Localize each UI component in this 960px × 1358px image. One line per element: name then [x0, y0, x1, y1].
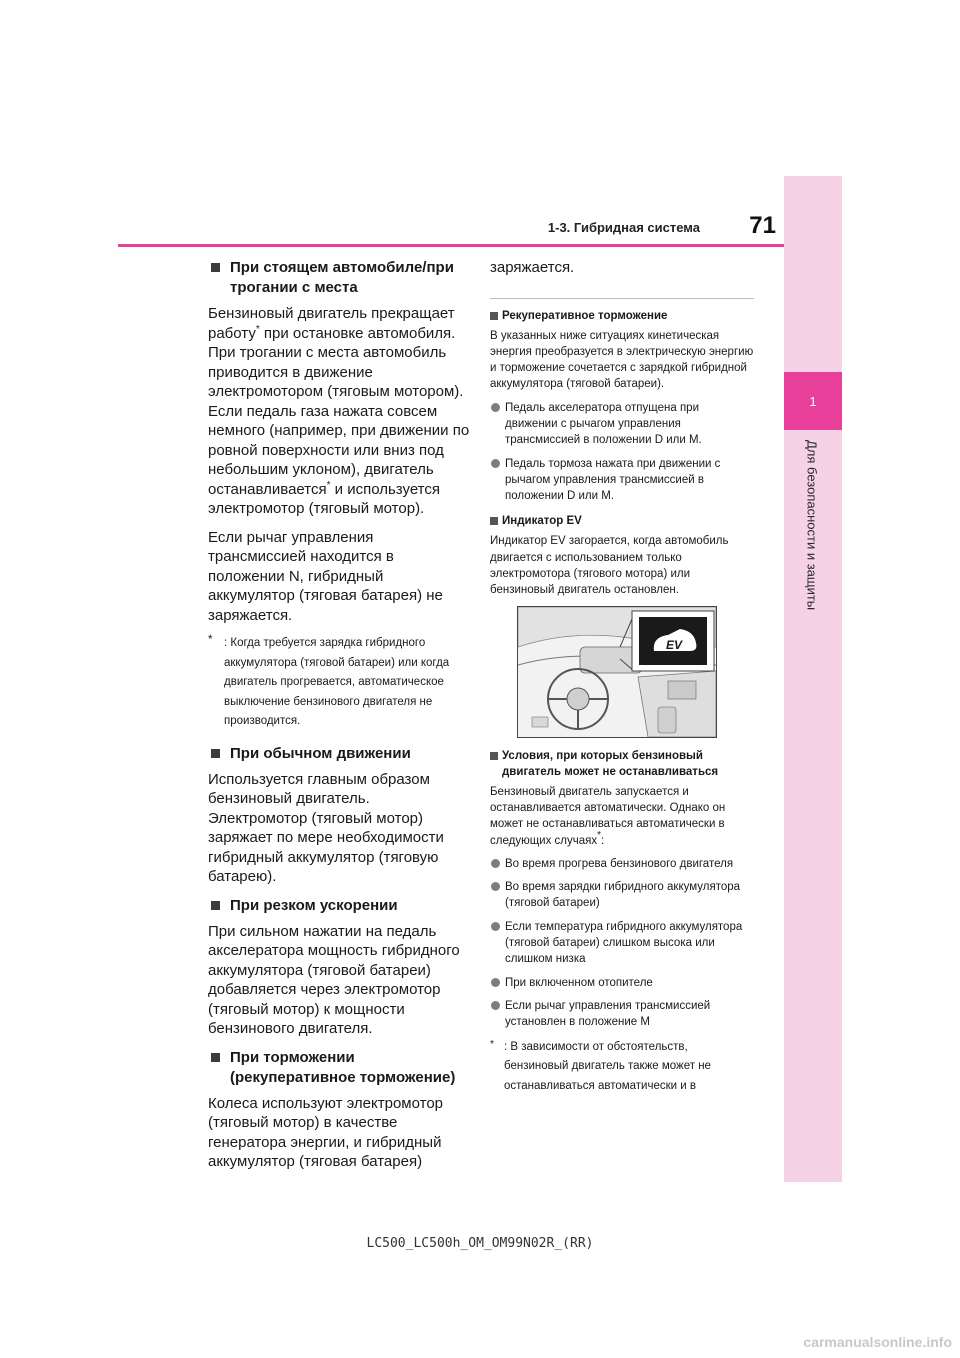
bullet-condition-4: При включенном отопителе	[490, 975, 754, 991]
bullet-condition-1: Во время прогрева бензинового двигателя	[490, 856, 754, 872]
page-number: 71	[749, 212, 776, 239]
section-heading-standing: При стоящем автомобиле/при трогании с места	[208, 258, 470, 298]
section-heading-normal-driving: При обычном движении	[208, 744, 470, 764]
paragraph-conditions: Бензиновый двигатель запускается и останавливается автоматически. Однако он может не останавливаться автоматически в следующих случаях*:	[490, 785, 726, 847]
footnote-conditions: * : В зависимости от обстоятельств, бензиновый двигатель также может не останавливаться автоматически и в	[490, 1038, 754, 1097]
subheading-conditions: Условия, при которых бензиновый двигатель может не останавливаться	[490, 748, 754, 780]
footnote-ref: *	[255, 323, 260, 335]
subheading-regen: Рекуперативное торможение	[490, 308, 754, 324]
paragraph-normal-driving: Используется главным образом бензиновый двигатель. Электромотор (тяговый мотор) заряжает по мере необходимости гибридный аккумулятор (тяговую батарею).	[208, 770, 444, 885]
header-divider	[118, 244, 784, 247]
paragraph-regen: В указанных ниже ситуациях кинетическая энергия преобразуется в электрическую энергию и торможение сочетается с зарядкой гибридной аккумулятора (тяговой батареи).	[490, 329, 754, 391]
footnote-standing: * : Когда требуется зарядка гибридного аккумулятора (тяговой батареи) или когда двигатель прогревается, автоматическое выключение бензинового двигателя не производится.	[208, 634, 470, 732]
paragraph-continued: заряжается.	[490, 259, 575, 276]
bullet-condition-2: Во время зарядки гибридного аккумулятора (тяговой батареи)	[490, 879, 754, 912]
paragraph-standing-2: Если рычаг управления трансмиссией находится в положении N, гибридный аккумулятор (тяговая батарея) не заряжается.	[208, 528, 443, 624]
footnote-ref: *	[597, 829, 601, 841]
bullet-condition-5: Если рычаг управления трансмиссией установлен в положение M	[490, 998, 754, 1031]
left-column	[208, 258, 470, 1181]
chapter-number-box	[784, 372, 842, 430]
bullet-condition-3: Если температура гибридного аккумулятора (тяговой батареи) слишком высока или слишком низка	[490, 919, 754, 968]
footnote-mark: *	[490, 1037, 495, 1050]
paragraph-acceleration: При сильном нажатии на педаль акселератора мощность гибридного аккумулятора (тяговой батареи) добавляется через электромотор (тяговый мотор) к мощности бензинового двигателя.	[208, 922, 460, 1037]
bullet-regen-2: Педаль тормоза нажата при движении с рычагом управления трансмиссией в положении D или M.	[490, 456, 754, 505]
footnote-mark: *	[208, 634, 213, 646]
dashboard-illustration	[517, 606, 717, 738]
chapter-title-vertical: Для безопасности и защиты	[804, 440, 820, 611]
paragraph-standing-1: Бензиновый двигатель прекращает работу* при остановке автомобиля. При трогании с места автомобиль приводится в движение электромотором (тяговым мотором). Если педаль газа нажата совсем немного (например, при движении по ровной поверхности или вниз под небольшим уклоном), двигатель останавливается* и используется электромотор (тяговый мотор).	[208, 305, 470, 517]
ev-indicator-label: EV	[665, 637, 683, 652]
chapter-side-tab	[784, 176, 842, 1182]
document-code: LC500_LC500h_OM_OM99N02R_(RR)	[366, 1236, 594, 1251]
chapter-number: 1	[809, 393, 817, 409]
footnote-ref: *	[326, 479, 331, 491]
paragraph-braking: Колеса используют электромотор (тяговый мотор) в качестве генератора энергии, и гибридный аккумулятор (тяговая батарея)	[208, 1094, 444, 1170]
watermark: carmanualsonline.info	[803, 1334, 952, 1350]
bullet-regen-1: Педаль акселератора отпущена при движении с рычагом управления трансмиссией в положении D или M.	[490, 400, 754, 449]
subheading-ev-indicator: Индикатор EV	[490, 513, 754, 529]
paragraph-ev-indicator: Индикатор EV загорается, когда автомобиль двигается с использованием только электромотора (тягового мотора) или бензиновый двигатель остановлен.	[490, 535, 729, 597]
dashboard-drawing	[518, 607, 716, 737]
section-heading-braking: При торможении (рекуперативное торможение)	[208, 1048, 470, 1088]
right-column	[490, 258, 754, 1096]
section-title: 1-3. Гибридная система	[547, 220, 700, 235]
section-divider	[490, 298, 754, 299]
section-heading-acceleration: При резком ускорении	[208, 896, 470, 916]
